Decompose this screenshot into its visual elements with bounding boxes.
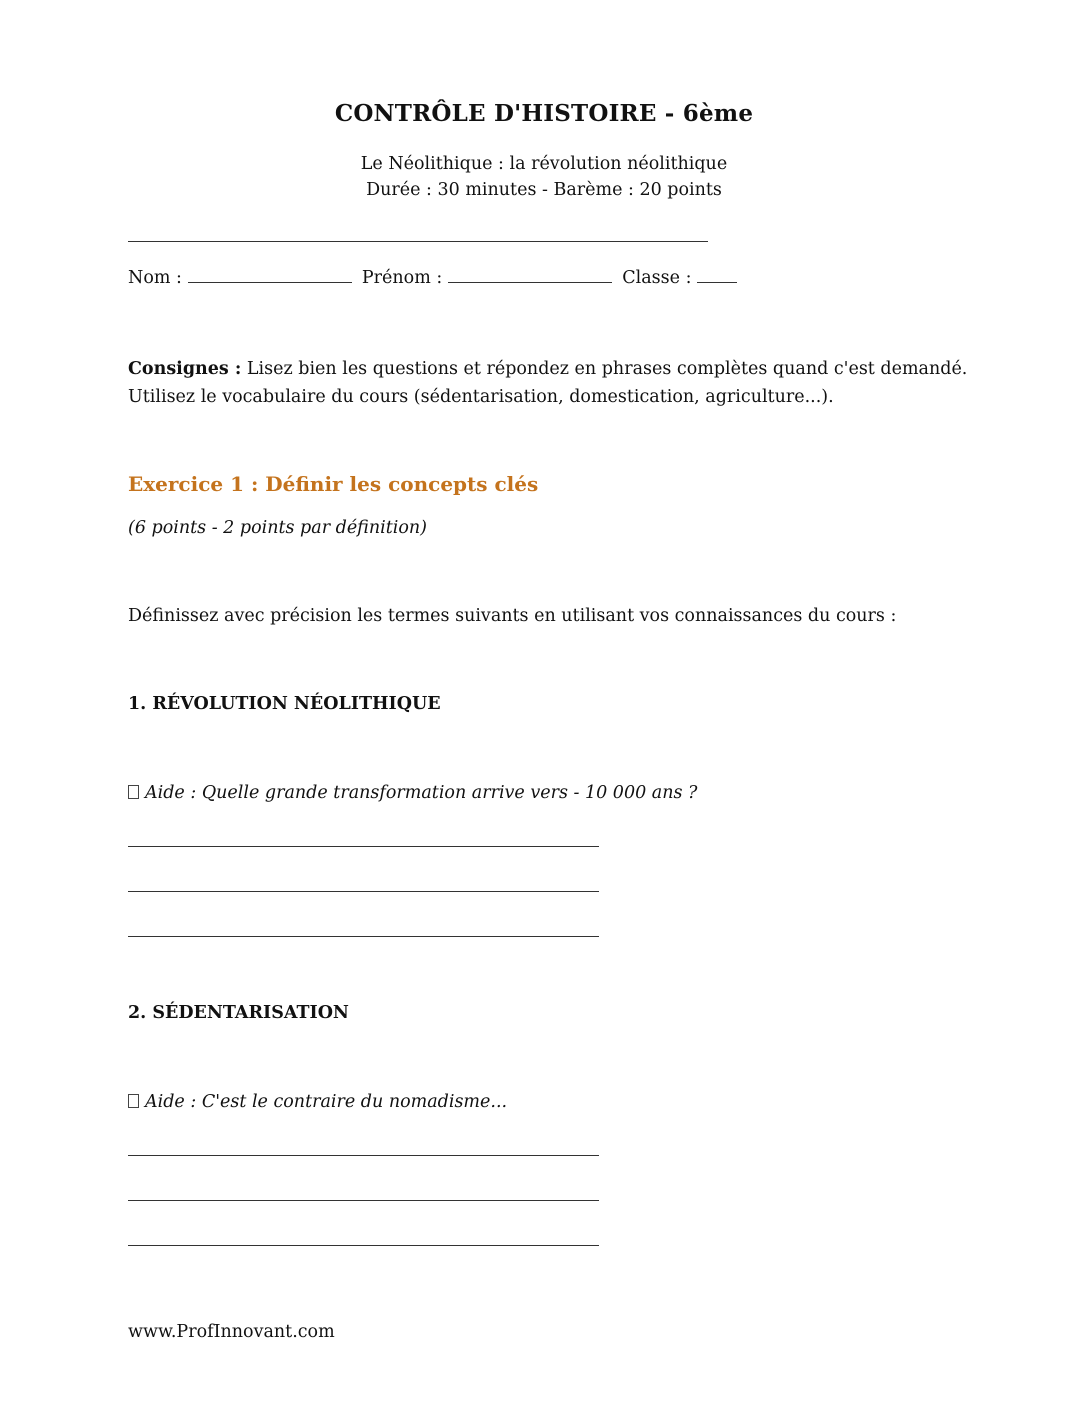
term-2-heading: 2. SÉDENTARISATION [128, 1003, 349, 1023]
term-1-answer-line-3[interactable] [128, 936, 599, 937]
consignes-text-1: Lisez bien les questions et répondez en phrases complètes quand c'est demandé. [246, 359, 968, 379]
student-info-row [128, 268, 737, 288]
hint-icon [128, 785, 139, 799]
nom-label: Nom : [128, 268, 182, 288]
term-1-hint-text: Aide : Quelle grande transformation arrive vers - 10 000 ans ? [145, 783, 698, 803]
term-2-answer-line-2[interactable] [128, 1200, 599, 1201]
classe-label: Classe : [622, 268, 692, 288]
consignes-line-1 [128, 355, 967, 383]
consignes-text-2: Utilisez le vocabulaire du cours (sédentarisation, domestication, agriculture...). [128, 387, 834, 407]
consignes-block [128, 355, 967, 411]
nom-blank[interactable] [188, 268, 352, 283]
term-1-answer-line-2[interactable] [128, 891, 599, 892]
term-2-hint-text: Aide : C'est le contraire du nomadisme... [145, 1092, 508, 1112]
duration-and-scale: Durée : 30 minutes - Barème : 20 points [366, 180, 722, 200]
hint-icon [128, 1094, 139, 1108]
term-1-hint [128, 783, 697, 803]
term-1-answer-line-1[interactable] [128, 846, 599, 847]
prenom-label: Prénom : [361, 268, 443, 288]
page-title: CONTRÔLE D'HISTOIRE - 6ème [334, 100, 754, 127]
exercise-1-instruction: Définissez avec précision les termes suivants en utilisant vos connaissances du cours : [128, 606, 897, 626]
header-separator-line [128, 241, 708, 242]
term-2-answer-line-3[interactable] [128, 1245, 599, 1246]
term-2-hint [128, 1092, 507, 1112]
classe-blank[interactable] [697, 268, 737, 283]
term-1-heading: 1. RÉVOLUTION NÉOLITHIQUE [128, 694, 441, 714]
prenom-blank[interactable] [448, 268, 612, 283]
exercise-1-title: Exercice 1 : Définir les concepts clés [128, 472, 539, 496]
term-2-answer-line-1[interactable] [128, 1155, 599, 1156]
consignes-label: Consignes : [128, 359, 242, 379]
page-subtitle: Le Néolithique : la révolution néolithique [360, 154, 728, 174]
footer-website: www.ProfInnovant.com [128, 1322, 335, 1342]
exercise-1-points: (6 points - 2 points par définition) [128, 518, 427, 538]
